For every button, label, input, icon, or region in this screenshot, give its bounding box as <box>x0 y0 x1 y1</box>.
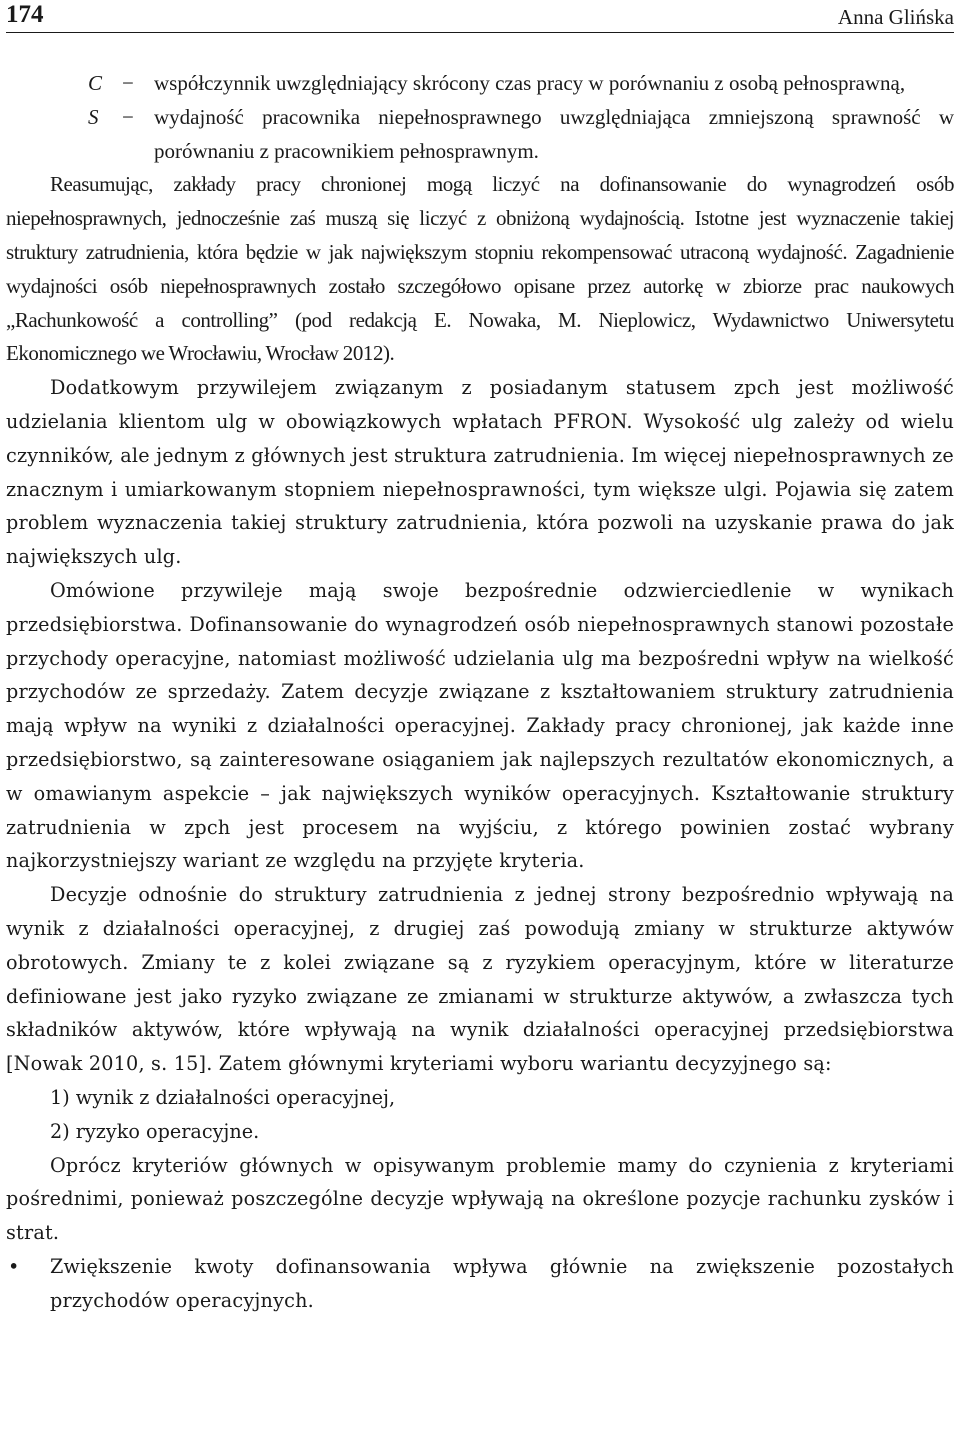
bullet-list-item <box>6 1250 954 1318</box>
definition-text: współczynnik uwzględniający skrócony czas pracy w porównaniu z osobą pełnosprawną, <box>154 71 906 95</box>
page-number: 174 <box>6 1 44 28</box>
definition-item <box>6 101 954 169</box>
definition-symbol: S <box>88 104 99 129</box>
paragraph: Decyzje odnośnie do struktury zatrudnienia z jednej strony bezpośrednio wpływają na wynik z działalności operacyjnej, z drugiej zaś powodują zmiany w strukturze aktywów obrotowych. Zmiany te z kolei związane są z ryzykiem operacyjnym, które w literaturze definiowane jest jako ryzyko związane ze zmianami w strukturze aktywów, a zwłaszcza tych składników aktywów, które wpływają na wynik działalności operacyjnej przedsiębiorstwa [Nowak 2010, s. 15]. Zatem głównymi kryteriami wyboru wariantu decyzyjnego są: <box>6 883 954 1076</box>
bullet-text: Zwiększenie kwoty dofinansowania wpływa głównie na zwiększenie pozostałych przychodów operacyjnych. <box>50 1254 954 1312</box>
running-head-author: Anna Glińska <box>837 5 954 29</box>
criteria-list-item: 1) wynik z działalności operacyjnej, <box>50 1085 396 1109</box>
document-page <box>6 0 954 1435</box>
page-header <box>6 0 954 33</box>
definition-text: wydajność pracownika niepełnosprawnego uwzględniająca zmniejszoną sprawność w porównaniu z pracownikiem pełnosprawnym. <box>154 104 954 163</box>
body-text <box>6 67 954 1317</box>
bullet-icon: • <box>8 1254 20 1278</box>
definition-item <box>6 67 954 101</box>
definition-dash: − <box>122 104 134 129</box>
definition-symbol: C <box>88 71 103 95</box>
paragraph: Omówione przywileje mają swoje bezpośrednie odzwierciedlenie w wynikach przedsiębiorstwa. Dofinansowanie do wynagrodzeń osób niepełnosprawnych stanowi pozostałe przychody operacyjne, natomiast możliwość udzielania ulg ma bezpośredni wpływ na wielkość przychodów ze sprzedaży. Zatem decyzje związane z kształtowaniem struktury zatrudnienia mają wpływ na wyniki z działalności operacyjnej. Zakłady pracy chronionej, jak każde inne przedsiębiorstwo, są zainteresowane osiąganiem jak najlepszych rezultatów ekonomicznych, a w omawianym aspekcie – jak największych wyników operacyjnych. Kształtowanie struktury zatrudnienia w zpch jest procesem na wyjściu, z którego powinien zostać wybrany najkorzystniejszy wariant ze względu na przyjęte kryteria. <box>6 578 954 873</box>
paragraph: Dodatkowym przywilejem związanym z posiadanym statusem zpch jest możliwość udzielania klientom ulg w obowiązkowych wpłatach PFRON. Wysokość ulg zależy od wielu czynników, ale jednym z głównych jest struktura zatrudnienia. Im więcej niepełnosprawnych ze znacznym i umiarkowanym stopniem niepełnosprawności, tym większe ulgi. Pojawia się zatem problem wyznaczenia takiej struktury zatrudnienia, która pozwoli na uzyskanie prawa do jak największych ulg. <box>6 376 954 569</box>
paragraph: Oprócz kryteriów głównych w opisywanym problemie mamy do czynienia z kryteriami pośrednimi, ponieważ poszczególne decyzje wpływają na określone pozycje rachunku zysków i strat. <box>6 1153 954 1245</box>
definition-dash: − <box>122 71 134 95</box>
paragraph: Reasumując, zakłady pracy chronionej mogą liczyć na dofinansowanie do wynagrodzeń osób niepełnosprawnych, jednocześnie zaś muszą się liczyć z obniżoną wydajnością. Istotne jest wyznaczenie takiej struktury zatrudnienia, która będzie w jak największym stopniu rekompensować utraconą wydajność. Zagadnienie wydajności osób niepełnosprawnych zostało szczegółowo opisane przez autorkę w zbiorze prac naukowych „Rachunkowość a controlling” (pod redakcją E. Nowaka, M. Nieplowicz, Wydawnictwo Uniwersytetu Ekonomicznego we Wrocławiu, Wrocław 2012). <box>6 172 954 366</box>
criteria-list-item: 2) ryzyko operacyjne. <box>50 1119 260 1143</box>
